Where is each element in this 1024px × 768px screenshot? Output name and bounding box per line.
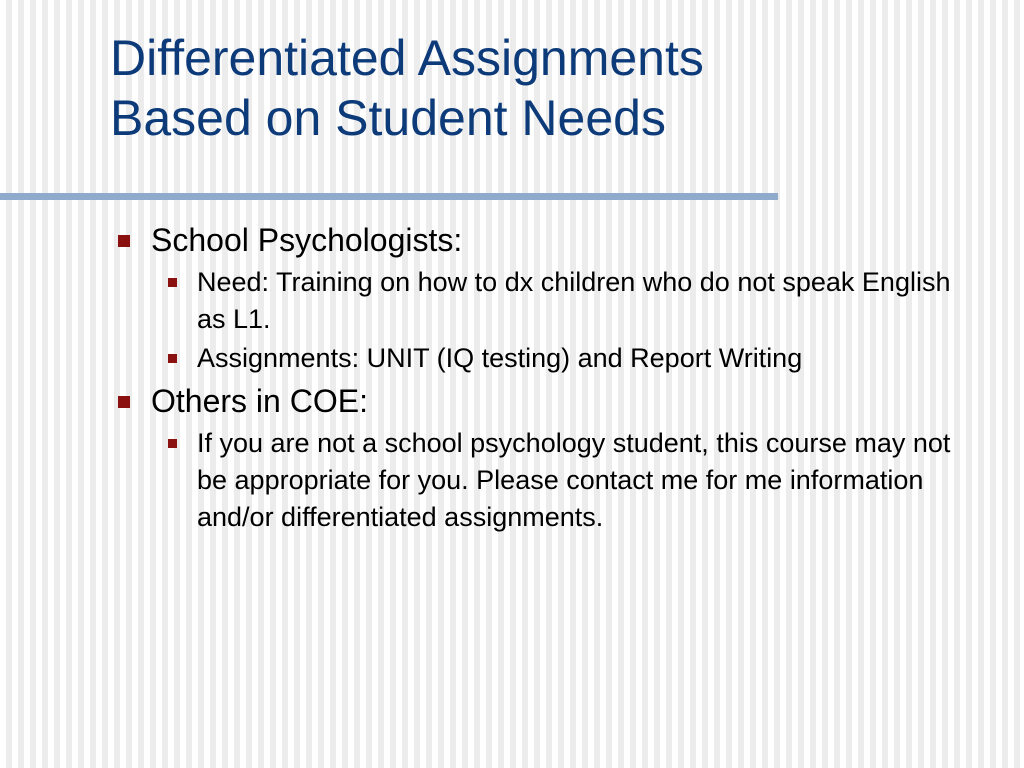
bullet-label: Others in COE: [151, 383, 368, 419]
square-bullet-icon [118, 396, 130, 408]
sub-bullet-list [118, 264, 998, 377]
sub-bullet-item-not-school-psych [118, 425, 977, 536]
bullet-item-school-psychologists [118, 220, 998, 260]
sub-bullet-text: Need: Training on how to dx children who do not speak English as L1. [197, 267, 951, 334]
title-line-1: Differentiated Assignments [110, 30, 704, 86]
sub-bullet-text: Assignments: UNIT (IQ testing) and Report Writing [197, 343, 803, 373]
bullet-label: School Psychologists: [151, 222, 463, 258]
square-bullet-icon [168, 278, 177, 287]
sub-bullet-item-assignments [118, 340, 977, 377]
bullet-list [118, 220, 998, 540]
square-bullet-icon [168, 354, 177, 363]
bullet-item-others-in-coe [118, 381, 998, 421]
square-bullet-icon [118, 235, 130, 247]
sub-bullet-text: If you are not a school psychology student, this course may not be appropriate for you. Please contact me for me information and/or differentiated assignments. [197, 428, 951, 532]
square-bullet-icon [168, 439, 177, 448]
sub-bullet-item-need [118, 264, 977, 338]
slide-title [110, 28, 990, 148]
sub-bullet-list [118, 425, 998, 536]
title-divider [0, 193, 778, 200]
title-line-2: Based on Student Needs [110, 90, 666, 146]
